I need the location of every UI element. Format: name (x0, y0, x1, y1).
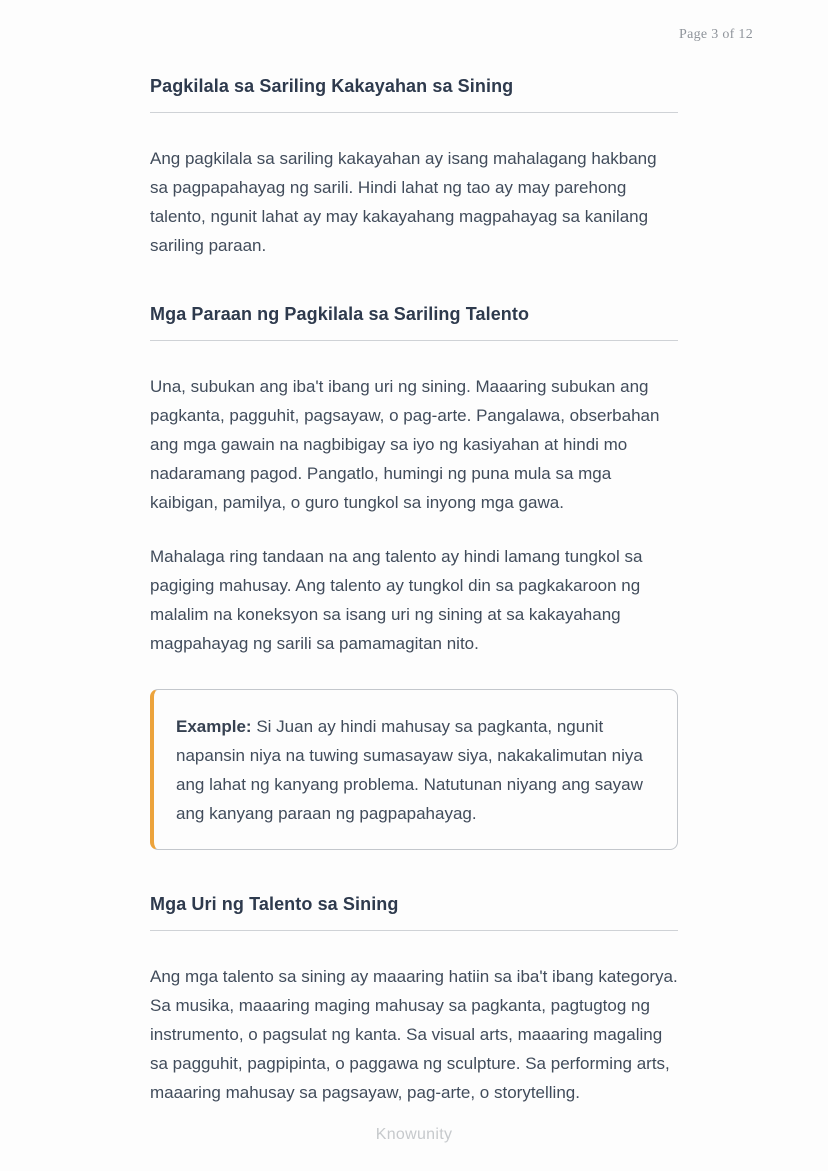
footer-brand: Knowunity (375, 1126, 453, 1143)
section-pagkilala (150, 76, 678, 260)
example-label: Example: (176, 717, 252, 736)
section-heading: Pagkilala sa Sariling Kakayahan sa Sining (150, 76, 678, 113)
section-mga-paraan (150, 304, 678, 850)
document-content (150, 76, 678, 1107)
section-mga-uri (150, 894, 678, 1107)
paragraph: Mahalaga ring tandaan na ang talento ay hindi lamang tungkol sa pagiging mahusay. Ang talento ay tungkol din sa pagkakaroon ng malalim na koneksyon sa isang uri ng sining at sa kakayahang magpahayag ng sarili sa pamamagitan nito. (150, 547, 643, 653)
paragraph: Una, subukan ang iba't ibang uri ng sining. Maaaring subukan ang pagkanta, pagguhit, pagsayaw, o pag-arte. Pangalawa, obserbahan ang mga gawain na nagbibigay sa iyo ng kasiyahan at hindi mo nadaramang pagod. Pangatlo, humingi ng puna mula sa mga kaibigan, pamilya, o guro tungkol sa inyong mga gawa. (150, 377, 660, 512)
example-callout (150, 689, 678, 850)
paragraph: Ang pagkilala sa sariling kakayahan ay isang mahalagang hakbang sa pagpapahayag ng sarili. Hindi lahat ng tao ay may parehong talento, ngunit lahat ay may kakayahang magpahayag sa kanilang sariling paraan. (150, 149, 657, 255)
paragraph: Ang mga talento sa sining ay maaaring hatiin sa iba't ibang kategorya. Sa musika, maaaring maging mahusay sa pagkanta, pagtugtog ng instrumento, o pagsulat ng kanta. Sa visual arts, maaaring magaling sa pagguhit, pagpipinta, o paggawa ng sculpture. Sa performing arts, maaaring mahusay sa pagsayaw, pag-arte, o storytelling. (150, 967, 678, 1102)
section-heading: Mga Paraan ng Pagkilala sa Sariling Talento (150, 304, 678, 341)
example-text (176, 712, 653, 828)
section-heading: Mga Uri ng Talento sa Sining (150, 894, 678, 931)
example-body: Si Juan ay hindi mahusay sa pagkanta, ngunit napansin niya na tuwing sumasayaw siya, nakakalimutan niya ang lahat ng kanyang problema. Natutunan niyang ang sayaw ang kanyang paraan ng pagpapahayag. (176, 717, 643, 823)
page-indicator: Page 3 of 12 (679, 27, 753, 42)
